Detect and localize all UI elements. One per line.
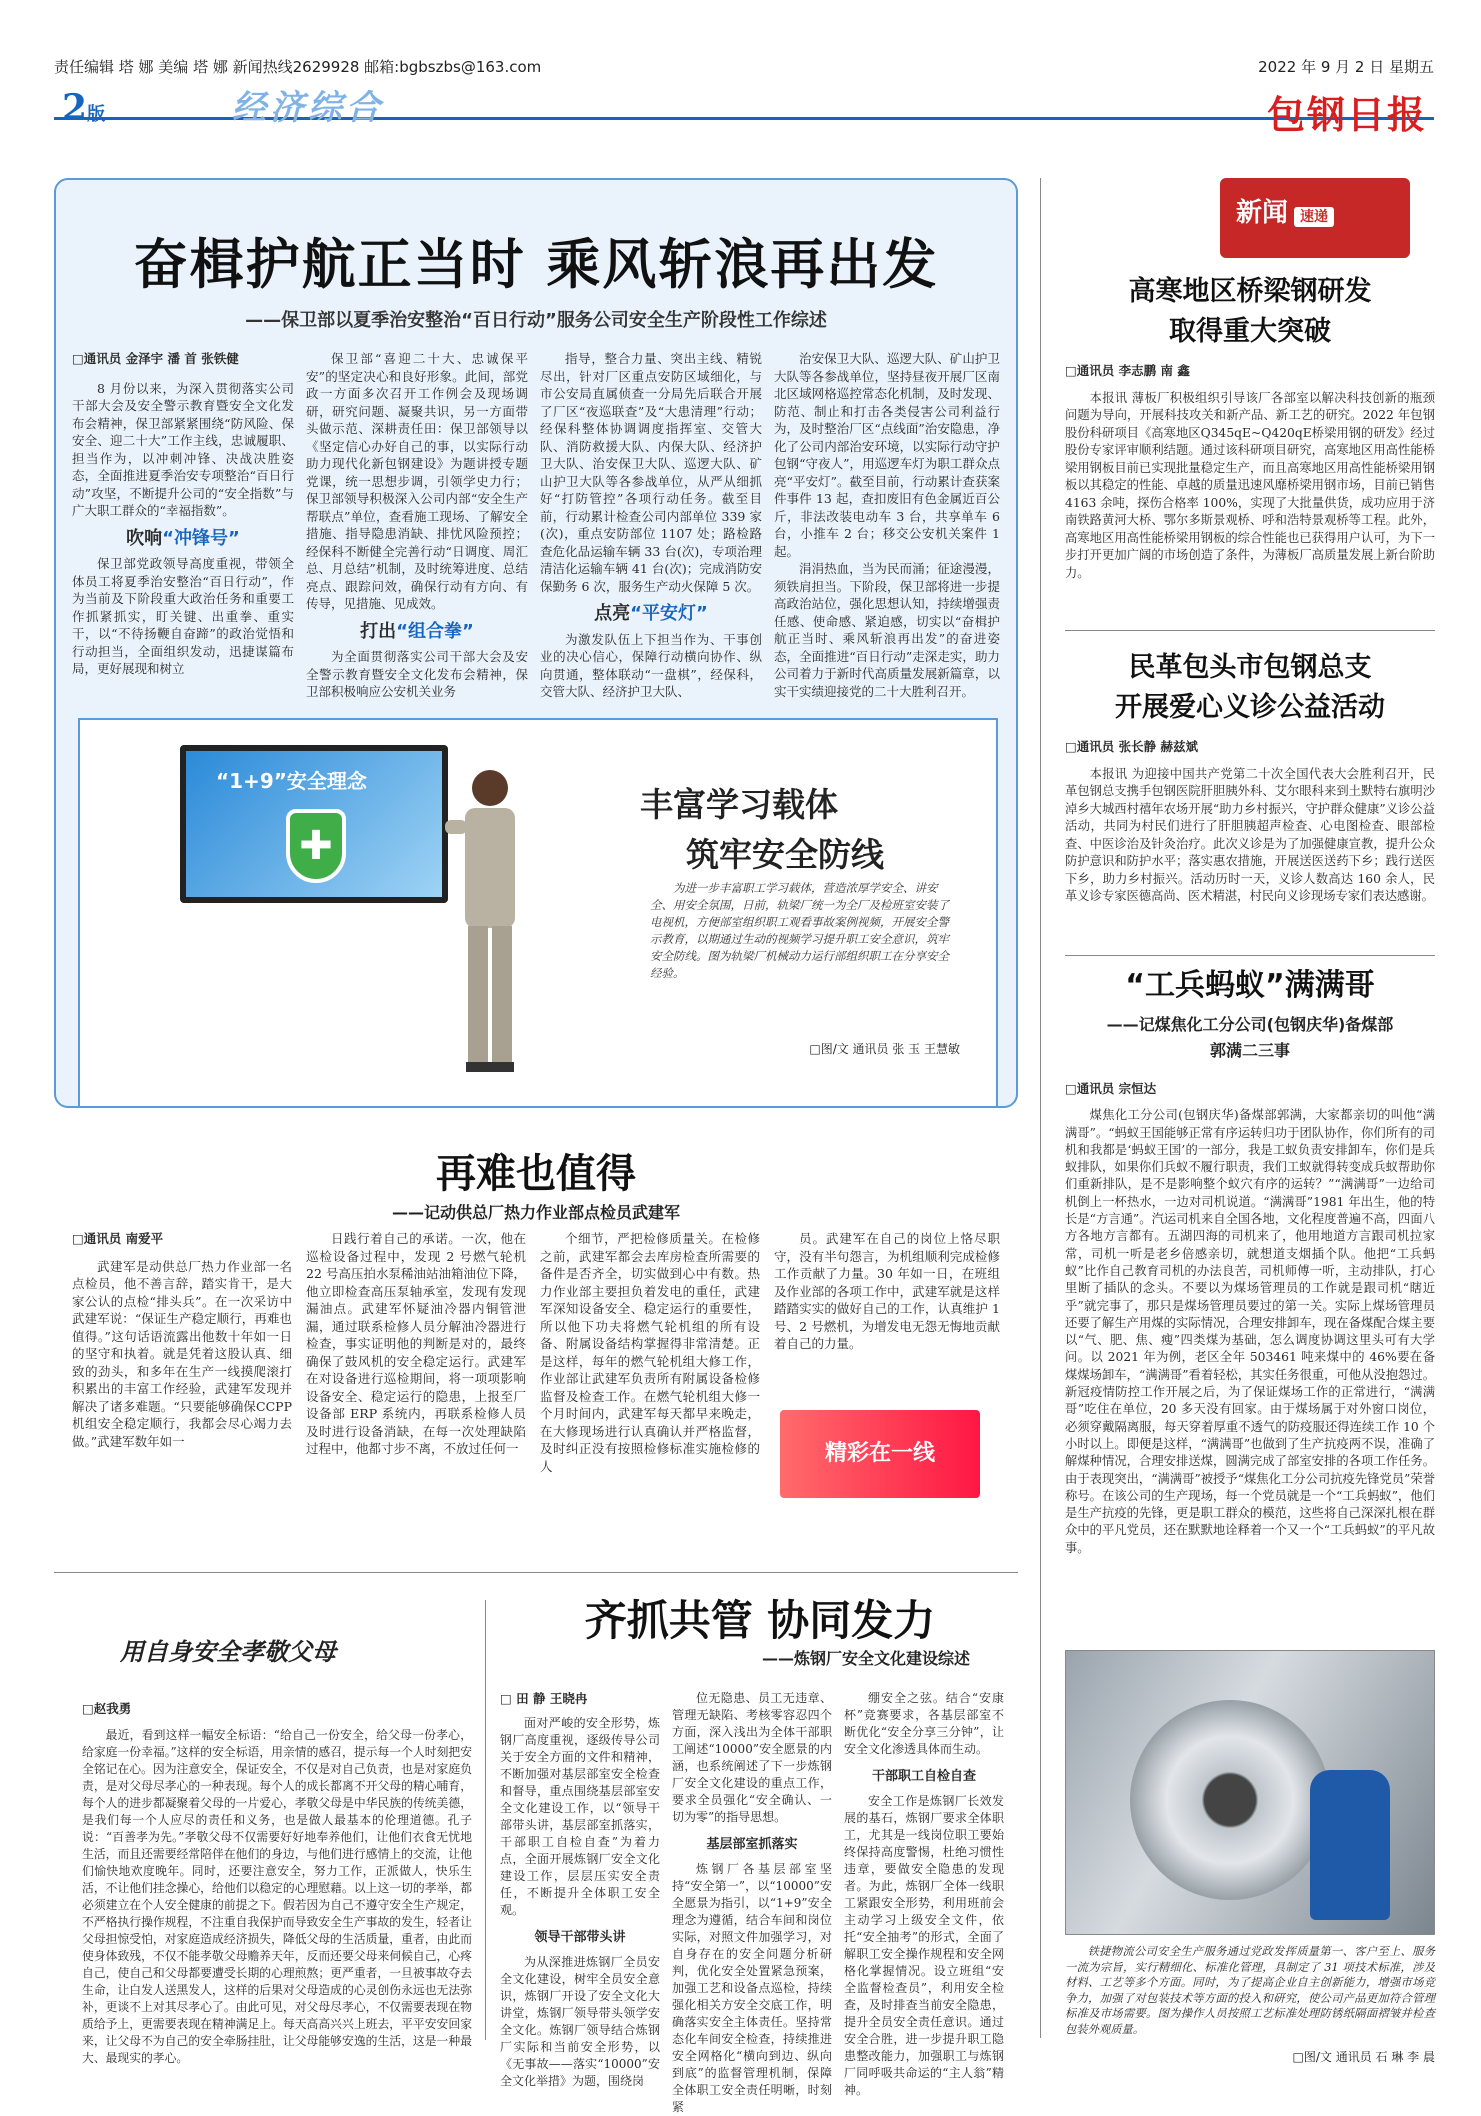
a1-col4 (774, 350, 1000, 700)
photo2-credit: □图/文 通讯员 石 琳 李 晨 (1292, 2050, 1435, 2064)
a2-col4 (774, 1230, 1000, 1353)
a1-subtitle: ——保卫部以夏季治安整治“百日行动”服务公司安全生产阶段性工作综述 (245, 310, 827, 331)
column-divider (1040, 178, 1041, 2038)
a1-para: 保卫部“喜迎二十大、忠诚保平安”的坚定决心和良好形象。此间，部党政一方面多次召开工作例会及现场调研，研究问题、凝聚共识，另一方面带头做示范、深耕责任田：保卫部领导以《坚定信心办好自己的事，以实际行动助力现代化新包钢建设》为题讲授专题党课，统一思想步调，引领学史力行；保卫部领导积极深入公司内部“安全生产帮联点”单位，查看施工现场、了解安全措施、指导隐患消缺、排忧风险预控；经保科不断健全完善行动“日调度、周汇总、月总结”机制，及时统筹进度、总结亮点、跟踪问效，确保行动有方向、有传导，见措施、见成效。 (306, 351, 528, 611)
a4-para: 位无隐患、员工无违章、管理无缺陷、考核零容忍四个方面，深入浅出为全体干部职工阐述“10000”安全愿景的内涵，也系统阐述了下一步炼钢厂安全文化建设的重点工作，要求全员强化“安全确认、一切为零”的指导思想。 (672, 1691, 832, 1824)
a1-byline: □通讯员 金泽宇 潘 首 张铁健 (72, 351, 239, 366)
a1-col2 (306, 350, 528, 701)
a3-headline: 用自身安全孝敬父母 (120, 1637, 336, 1666)
photo1-caption: 为进一步丰富职工学习载体，营造浓厚学安全、讲安全、用安全氛围，日前，轨梁厂统一为全厂及检班室安装了电视机，方便部室组织职工观看事故案例视频，开展安全警示教育，以期通过生动的视频学习提升职工安全意识，筑牢安全防线。图为轨梁厂机械动力运行部组织职工在分享安全经验。 (650, 881, 949, 980)
r3-byline: □通讯员 宗恒达 (1065, 1081, 1157, 1096)
worker-figure (440, 760, 540, 1080)
a1-para: 为全面贯彻落实公司干部大会及安全警示教育暨安全文化发布会精神，保卫部积极响应公安机关业务 (306, 649, 528, 699)
a4-subhead: 领导干部带头讲 (534, 1930, 626, 1945)
r2-para: 本报讯 为迎接中国共产党第二十次全国代表大会胜利召开，民革包钢总支携手包钢医院肝胆胰外科、艾尔眼科来到土默特右旗明沙淖乡大城西村禧年农场开展“助力乡村振兴，守护群众健康”义诊公益活动，共同为村民们进行了肝胆胰超声检查、心电图检查、眼部检查、中医诊治及针灸治疗。此次义诊是为了加强健康宣教，提升公众防护意识和防护水平；落实惠农措施，开展送医送药下乡；践行送医下乡，助力乡村振兴。活动历时一天，义诊人数高达 160 余人，民革义诊专家医德高尚、医术精湛，村民向义诊现场专家们表达感谢。 (1065, 766, 1435, 903)
a4-byline: □ 田 静 王晓冉 (500, 1691, 588, 1706)
r1-headline: 高寒地区桥梁钢研发 取得重大突破 (1128, 276, 1372, 347)
a3-body (82, 1700, 472, 2067)
newspaper-logo: 包钢日报 (1266, 92, 1427, 137)
r2-headline: 民革包头市包钢总支 开展爱心义诊公益活动 (1115, 652, 1385, 723)
a1-para: 8 月份以来，为深入贯彻落实公司干部大会及安全警示教育暨安全文化发布会精神，保卫部紧紧围绕“防风险、保安全、迎二十大”工作主线，忠诚履职、担当作为，以冲刺冲锋、决战决胜姿态，全面推进夏季治安专项整治“百日行动”攻坚，不断提升公司的“安全指数”与广大职工群众的“幸福指数”。 (72, 380, 294, 518)
screen-text: “1+9”安全理念 (216, 769, 367, 793)
r1-para: 本报讯 薄板厂积极组织引导该厂各部室以解决科技创新的瓶颈问题为导向，开展科技攻关和新产品、新工艺的研究。2022 年包钢股份科研项目《高寒地区Q345qE~Q420qE桥梁用钢的研发》经过股份专家评审顺利结题。通过该科研项目研究，高寒地区用高性能桥梁用钢板目前已实现批量稳定生产，而且高寒地区用高性能桥梁用钢板以其稳定的性能、卓越的质量迅速风靡桥梁用钢市场，目前已销售 4163 余吨，探伤合格率 100%，实现了大批量供货，成功应用于济南铁路黄河大桥、鄂尔多斯景观桥、呼和浩特景观桥等工程。此外，高寒地区用高性能桥梁用钢板的综合性能也已获得用户认可，为下一步打开更加广阔的市场创造了条件，为薄板厂高质量发展上新台阶助力。 (1065, 390, 1435, 580)
a1-para: 为激发队伍上下担当作为、干事创业的决心信心，保障行动横向协作、纵向贯通，整体联动“一盘棋”，经保科，交管大队、经济护卫大队、 (540, 631, 762, 699)
safety-shield-icon: ✚ (286, 809, 346, 883)
divider (1065, 630, 1435, 631)
a4-headline: 齐抓共管 协同发力 (584, 1596, 936, 1645)
a4-col2 (672, 1690, 832, 2116)
r2-body (1065, 738, 1435, 906)
divider (54, 1572, 1018, 1573)
header-editors: 责任编辑 塔 娜 美编 塔 娜 新闻热线2629928 邮箱:bgbszbs@163.com (54, 58, 542, 76)
a1-subhead: 打出“组合拳” (360, 620, 474, 642)
a2-col3 (540, 1230, 760, 1475)
steel-coil (1130, 1700, 1330, 1900)
r3-para: 煤焦化工分公司(包钢庆华)备煤部郭满，大家都亲切的叫他“满满哥”。“蚂蚁王国能够正常有序运转归功于团队协作，你们所有的司机和我都是‘蚂蚁王国’的一部分，我是工蚁负责安排卸车，你们是兵蚁排队，如果你们兵蚁不履行职责，我们工蚁就得转变成兵蚁帮助你们重新排队，是不是影响整个蚁穴有序的运转？”“满满哥”一边给司机倒上一杯热水，一边对司机说道。“满满哥”1981 年出生，他的特长是“方言通”。汽运司机来自全国各地，文化程度普遍不高，四面八方各地方言都有。五湖四海的司机来了，他用地道方言跟司机拉家常，司机一听是老乡倍感亲切，就想道支烟插个队。他把“工兵蚂蚁”比作自己教育司机的办法良苦，司机师傅一听，主动排队，打心里断了插队的念头。不要以为煤场管理员的工作就是跟司机“瞎近乎”就完事了，那只是煤场管理员要过的第一关。实际上煤场管理员还要了解生产用煤的实际情况，合理安排卸车，现在备煤配合煤主要以“气、肥、焦、瘦”四类煤为基础，怎么调度协调这里头可有大学问。以 2021 年为例，老区全年 503461 吨来煤中的 46%要在备煤煤场卸车，“满满哥”看着轻松，其实任务很重，可他从没抱怨过。新冠疫情防控工作开展之后，为了保证煤场工作的正常进行，“满满哥”吃住在单位，20 多天没有回家。由于煤场属于对外窗口岗位，必须穿戴隔离服，每天穿着厚重不透气的防疫服还得连续工作 10 个小时以上。即便是这样，“满满哥”也做到了生产抗疫两不误，准确了解煤种情况，合理安排送煤，圆满完成了部室安排的各项工作任务。由于表现突出，“满满哥”被授予“煤焦化工分公司抗疫先锋党员”荣誉称号。在该公司的生产现场，每一个党员就是一个“工兵蚂蚁”，他们是生产抗疫的先锋，更是职工群众的模范，这些将自己深深扎根在群众中的平凡党员，还在默默地诠释着一个又一个“工兵蚂蚁”的平凡故事。 (1065, 1108, 1435, 1555)
photo2-caption: 铁捷物流公司安全生产服务通过党政发挥质量第一、客户至上、服务一流为宗旨，实行精细化、标准化管理，具制定了 31 项技术标准，涉及材料、工艺等多个方面。同时，为了提高企业自主创新能力，增强市场竞争力，加强了对包装技术等方面的投入和研究，使公司产品更加符合管理标准及市场需要。图为操作人员按照工艺标准处理防锈纸隔面褶皱并检查包装外观质量。 (1065, 1945, 1435, 2036)
a1-subhead: 点亮“平安灯” (594, 603, 708, 624)
r1-body (1065, 362, 1435, 582)
a1-para: 指导，整合力量、突出主线、精锐尽出，针对厂区重点安防区域细化，与市公安局直属侦查一分局先后联合开展了厂区“夜巡联查”及“大患清理”行动；经保科整体协调调度指挥室、交管大队、消防救援大队、内保大队、经济护卫大队、治安保卫大队、巡逻大队、矿山护卫大队等各参战单位，从严从细抓好“打防管控”各项行动任务。截至目前，行动累计检查公司内部单位 339 家(次)，重点安防部位 1107 处；路检路查危化品运输车辆 33 台(次)，专项治理清洁化运输车辆 41 台(次)；完成消防安保勤务 6 次，服务生产动火保障 5 次。 (540, 351, 762, 594)
a2-subtitle: ——记动供总厂热力作业部点检员武建军 (391, 1203, 680, 1222)
worker-figure (1310, 1770, 1390, 1920)
r1-byline: □通讯员 李志鹏 南 鑫 (1065, 363, 1190, 378)
page-unit: 版 (87, 104, 106, 125)
a2-para: 员。武建军在自己的岗位上恪尽职守，没有半句怨言，为机组顺利完成检修工作贡献了力量。30 年如一日，在班组及作业部的各项工作中，武建军就是这样踏踏实实的做好自己的工作，认真维护 1 号、2 号燃机，为增发电无怨无悔地贡献着自己的力量。 (774, 1231, 1000, 1351)
a4-para: 为从深推进炼钢厂全员安全文化建设，树牢全员安全意识，炼钢厂开设了安全文化大讲堂，炼钢厂领导带头领学安全文化。炼钢厂领导结合炼钢厂实际和当前安全形势，以《无事故——落实“10000”安全文化举措》为题，围绕岗 (500, 1955, 660, 2088)
a1-subhead: 吹响“冲锋号” (126, 527, 240, 549)
a2-col2 (306, 1230, 526, 1458)
photo1-credit: □图/文 通讯员 张 玉 王慧敏 (809, 1042, 960, 1056)
a2-para: 武建军是动供总厂热力作业部一名点检员，他不善言辞，踏实肯干，是大家公认的点检“排头兵”。在一次采访中武建军说：“保证生产稳定顺行，再难也值得。”这句话语流露出他数十年如一日的坚守和执着。就是凭着这股认真、细致的劲头，和多年在生产一线摸爬滚打积累出的丰富工作经验，武建军发现并解决了诸多难题。“只要能够确保CCPP机组安全稳定顺行，我都会尽心竭力去做。”武建军数年如一 (72, 1258, 292, 1449)
frontline-banner: 精彩在一线 (780, 1410, 980, 1498)
a4-col1 (500, 1690, 660, 2090)
news-tag: 速递 (1294, 207, 1334, 227)
divider (485, 1600, 486, 2040)
a4-col3 (844, 1690, 1004, 2099)
a2-para: 日践行着自己的承诺。一次，他在巡检设备过程中，发现 2 号燃气轮机 22 号高压拍水泵稀油站油箱油位下降，他立即检查高压泵轴承室，发现有发现漏油点。武建军怀疑油冷器内铜管泄漏，通过联系检修人员分解油冷器进行检查，事实证明他的判断是对的，最终确保了鼓风机的安全稳定运行。武建军在对设备进行巡检期间，将一项项影响设备安全、稳定运行的隐患，上报至厂设备部 ERP 系统内，再联系检修人员及时进行设备消缺，在每一次处理缺陷过程中，他都寸步不离，不放过任何一 (306, 1231, 526, 1456)
a1-col1 (72, 350, 294, 678)
a1-para: 保卫部党政领导高度重视，带领全体员工将夏季治安整治“百日行动”，作为当前及下阶段重大政治任务和重要工作抓紧抓实，盯关键、出重拳、重实干，以“不待扬鞭自奋蹄”的政治觉悟和行动担当，全面组织发动，迅捷谋篇布局，更好展现和树立 (72, 556, 294, 676)
a2-para: 个细节，严把检修质量关。在检修之前，武建军都会去库房检查所需要的备件是否齐全，切实做到心中有数。热力作业部主要担负着发电的重任，武建军深知设备安全、稳定运行的重要性，所以他下功夫将燃气轮机组的所有设备、附属设备结构掌握得非常清楚。正是这样，每年的燃气轮机组大修工作，作业部让武建军负责所有附属设备检修监督及检查工作。在燃气轮机组大修一个月时间内，武建军每天都早来晚走，在大修现场进行认真确认并严格监督，及时纠正没有按照检修标准实施检修的人 (540, 1231, 760, 1474)
a4-subtitle: ——炼钢厂安全文化建设综述 (761, 1649, 970, 1668)
photo1-title (640, 780, 884, 880)
section-title: 经济综合 (232, 88, 384, 128)
a4-subhead: 基层部室抓落实 (706, 1837, 798, 1852)
a1-para: 涓涓热血，当为民而涌；征途漫漫，须铁肩担当。下阶段，保卫部将进一步提高政治站位，强化思想认知，持续增强责任感、使命感、紧迫感，切实以“奋楫护航正当时、乘风斩浪再出发”的奋进姿态，全面推进“百日行动”走深走实，助力公司着力于新时代高质量发展新篇章，以实干实绩迎接党的二十大胜利召开。 (774, 561, 1000, 699)
r3-body (1065, 1080, 1435, 1557)
r3-subtitle: ——记煤焦化工分公司(包钢庆华)备煤部 郭满二三事 (1106, 1015, 1394, 1060)
a1-para: 治安保卫大队、巡逻大队、矿山护卫大队等各参战单位，坚持昼夜开展厂区南北区域网格巡控常态化机制，及时发现、防范、制止和打击各类侵害公司利益行为，及时整治厂区“点线面”治安隐患，净化了公司内部治安环境，以实际行动守护包钢“守夜人”，用巡逻车灯为职工群众点亮“平安灯”。截至目前，行动累计查获案件事件 13 起，查扣废旧有色金属近百公斤，非法改装电动车 3 台，共享单车 6 台，小推车 2 台；移交公安机关案件 1 起。 (774, 351, 1000, 559)
page-header (54, 56, 1434, 78)
header-date: 2022 年 9 月 2 日 星期五 (1258, 58, 1434, 76)
r3-headline: “工兵蚂蚁”满满哥 (1125, 968, 1375, 1003)
a2-headline: 再难也值得 (436, 1151, 636, 1197)
a4-subhead: 干部职工自检自查 (871, 1769, 976, 1784)
photo1-title-line1: 丰富学习载体 (640, 785, 838, 824)
photo1-title-line2: 筑牢安全防线 (686, 835, 884, 874)
page-number: 2版 (62, 87, 106, 129)
divider (1065, 955, 1435, 956)
tv-screen (180, 745, 448, 903)
a1-headline: 奋楫护航正当时 乘风斩浪再出发 (133, 233, 939, 296)
news-label: 新闻 (1236, 198, 1289, 228)
a2-col1 (72, 1230, 292, 1450)
a3-byline: □赵我勇 (82, 1701, 132, 1716)
a4-para: 绷安全之弦。结合“安康杯”竞赛要求，各基层部室不断优化“安全分享三分钟”，让安全文化渗透具体而生动。 (844, 1691, 1004, 1756)
a1-col3 (540, 350, 762, 701)
r2-byline: □通讯员 张长静 赫兹斌 (1065, 739, 1199, 754)
news-express-badge (1220, 178, 1410, 258)
a2-byline: □通讯员 南爱平 (72, 1231, 164, 1246)
a3-para: 最近，看到这样一幅安全标语：“给自己一份安全，给父母一份孝心，给家庭一份幸福。”这样的安全标语，用亲情的感召，提示每一个人时刻把安全铭记在心。因为注意安全，保证安全，不仅是对自己负责，也是对家庭负责，是对父母尽孝心的一种表现。每个人的成长都离不开父母的精心哺育，每个人的进步都凝聚着父母的一片爱心，孝敬父母是中华民族的传统美德，是我们每一个人应尽的责任和义务，也是做人最基本的伦理道德。孔子说：“百善孝为先。”孝敬父母不仅需要好好地奉养他们，让他们衣食无忧地生活，而且还需要经常陪伴在他们的身边，与他们进行感情上的交流，让他们愉快地欢度晚年。同时，还要注意安全，努力工作，正派做人，快乐生活，不让他们挂念操心，给他们以稳定的心理慰藉。以上这一切的孝举，都必须建立在个人安全健康的前提之下。假若因为自己不遵守安全生产规定，不严格执行操作规程，不注重自我保护而导致安全生产事故的发生，轻者让父母担惊受怕，对家庭造成经济损失，降低父母的生活质量，重者，由此而使身体致残，不仅不能孝敬父母赡养天年，反而还要父母来伺候自己，心疼自己，使自己和父母都要遭受长期的心理煎熬；更严重者，一旦被事故夺去生命，让白发人送黑发人，这样的后果对父母造成的心灵创伤永远也无法弥补，更谈不上对其尽孝心了。由此可见，对父母尽孝心，不仅需要表现在物质给予上，更需要表现在精神满足上。每天高高兴兴上班去，平平安安回家来，让父母不为自己的安全牵肠挂肚，让父母能够安逸的生活，这是一种最大、最现实的孝心。 (82, 1728, 472, 2065)
a4-para: 安全工作是炼钢厂长效发展的基石，炼钢厂要求全体职工，尤其是一线岗位职工要始终保持高度警惕，杜绝习惯性违章，要做安全隐患的发现者。为此，炼钢厂全体一线职工紧跟安全形势，利用班前会主动学习上级安全文件，依托“安全抽考”的形式，全面了解职工安全操作规程和安全网格化掌握情况。设立班组“安全监督检查员”，利用安全检查，及时排查当前安全隐患，提升全员安全责任意识。通过安全合胜，进一步提升职工隐患整改能力，加强职工与炼钢厂同呼吸共命运的“主人翁”精神。 (844, 1794, 1004, 2097)
a4-para: 炼钢厂各基层部室坚持“安全第一”，以“10000”安全愿景为指引，以“1+9”安全理念为遵循，结合车间和岗位实际，对照文件加强学习，对自身存在的安全问题分析研判，优化安全处置紧急预案，加强工艺和设备点巡检，持续强化相关方安全交底工作，明确落实安全主体责任。坚持常态化车间安全检查，持续推进安全网格化“横向到边、纵向到底”的监督管理机制，保障全体职工安全责任明晰，时刻紧 (672, 1862, 832, 2114)
a4-para: 面对严峻的安全形势，炼钢厂高度重视，逐级传导公司关于安全方面的文件和精神，不断加强对基层部室安全检查和督导，重点围绕基层部室安全文化建设工作，以“领导干部带头讲，基层部室抓落实，干部职工自检自查”为着力点，全面开展炼钢厂安全文化建设工作，层层压实安全责任，不断提升全体职工安全观。 (500, 1716, 660, 1917)
